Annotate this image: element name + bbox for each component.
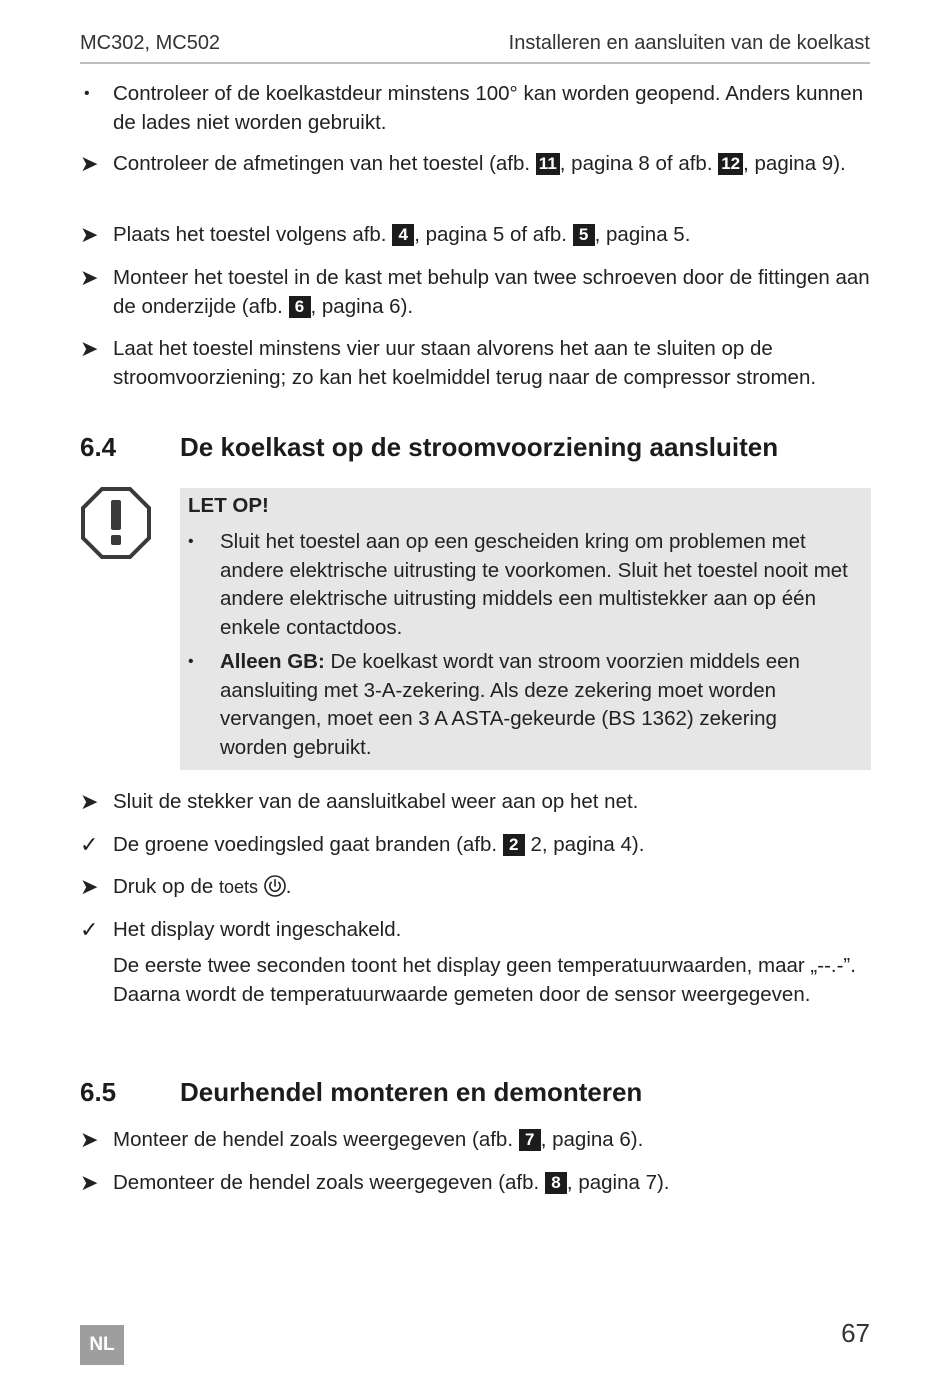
section-heading <box>80 432 778 463</box>
text-part: , pagina 5. <box>594 223 691 246</box>
list-item-text: Sluit de stekker van de aansluitkabel weer aan op het net. <box>113 790 639 813</box>
list-item-text <box>113 873 870 902</box>
header-model: MC302, MC502 <box>80 32 221 54</box>
arrow-marker: ➤ <box>80 336 99 361</box>
power-button-icon <box>264 875 286 897</box>
text-part: Monteer het toestel in de kast met behulp van twee schroeven door de fittingen aan de onderzijde (afb. <box>113 266 870 318</box>
text-part: 2, pagina 4). <box>524 833 645 856</box>
arrow-marker: ➤ <box>80 1170 99 1195</box>
list-item-text <box>113 1169 870 1198</box>
list-item <box>80 831 870 860</box>
warning-bullet <box>188 528 848 642</box>
figure-ref: 5 <box>573 224 595 246</box>
text-part: , pagina 5 of afb. <box>414 223 573 246</box>
warning-bullet-text <box>220 648 848 762</box>
arrow-marker: ➤ <box>80 151 99 176</box>
list-item <box>80 80 870 137</box>
text-part: De koelkast wordt van stroom voorzien middels een aansluiting met 3-A-zekering. Als deze zekering moet worden vervangen, moet een 3 A ASTA-gekeurde (BS 1362) zekering worden gebruikt. <box>220 650 800 759</box>
list-item <box>80 1126 870 1155</box>
text-part: , pagina 6). <box>310 294 414 318</box>
list-item <box>80 873 870 902</box>
arrow-marker: ➤ <box>80 265 99 290</box>
arrow-marker: ➤ <box>80 222 99 247</box>
section-heading <box>80 1077 642 1108</box>
text-part: Druk op de <box>113 875 219 898</box>
header-chapter: Installeren en aansluiten van de koelkast <box>508 32 870 54</box>
check-marker: ✓ <box>80 917 99 942</box>
text-part: , pagina 9). <box>743 152 846 175</box>
text-part: , pagina 6). <box>540 1128 644 1151</box>
list-item <box>80 1169 870 1198</box>
arrow-marker: ➤ <box>80 789 99 814</box>
text-part: Controleer de afmetingen van het toestel (afb. <box>113 152 536 175</box>
text-part: , pagina 8 of afb. <box>559 152 719 175</box>
emphasis: Alleen GB: <box>220 650 325 673</box>
bullet-marker: • <box>188 533 194 550</box>
section-number: 6.4 <box>80 432 117 462</box>
list-item <box>80 788 870 817</box>
text-part: Monteer de hendel zoals weergegeven (afb. <box>113 1128 519 1151</box>
list-item <box>80 150 870 179</box>
warning-bullet-text: Sluit het toestel aan op een gescheiden kring om problemen met andere elektrische uitrusting te voorkomen. Sluit het toestel nooit met andere elektrische uitrusting middels een multistekker aan op één enkele contactdoos. <box>220 530 848 639</box>
warning-box <box>180 488 871 770</box>
note-text: De eerste twee seconden toont het display geen temperatuurwaarden, maar „--.-”. Daarna wordt de temperatuurwaarde gemeten door de sensor weergegeven. <box>113 954 856 1006</box>
figure-ref: 6 <box>289 296 311 318</box>
text-part: toets <box>218 877 259 897</box>
section-title: Deurhendel monteren en demonteren <box>180 1077 643 1107</box>
list-item-text <box>113 264 870 321</box>
text-part: . <box>285 875 292 898</box>
list-item-text <box>113 1126 870 1155</box>
note-paragraph <box>80 952 870 1009</box>
text-part: , pagina 7). <box>566 1171 670 1194</box>
arrow-marker: ➤ <box>80 1127 99 1152</box>
figure-ref: 2 <box>503 834 525 856</box>
figure-ref: 7 <box>519 1129 541 1151</box>
list-item <box>80 264 870 321</box>
list-item-text <box>113 221 870 250</box>
section-number: 6.5 <box>80 1077 117 1107</box>
list-item-text: Laat het toestel minstens vier uur staan alvorens het aan te sluiten op de stroomvoorziening; zo kan het koelmiddel terug naar de compressor stromen. <box>113 337 817 389</box>
list-item-text: Het display wordt ingeschakeld. <box>113 918 402 941</box>
page-number: 67 <box>841 1318 870 1348</box>
list-item <box>80 335 870 392</box>
figure-ref: 12 <box>718 153 743 175</box>
figure-ref: 11 <box>536 153 560 175</box>
figure-ref: 4 <box>392 224 414 246</box>
figure-ref: 8 <box>545 1172 567 1194</box>
text-part: De groene voedingsled gaat branden (afb. <box>113 833 503 856</box>
text-part: Plaats het toestel volgens afb. <box>113 223 393 246</box>
list-item-text: Controleer of de koelkastdeur minstens 100° kan worden geopend. Anders kunnen de lades niet worden gebruikt. <box>113 82 864 134</box>
warning-bullet <box>188 648 848 762</box>
arrow-marker: ➤ <box>80 874 99 899</box>
list-item <box>80 221 870 250</box>
octagon-exclamation-icon <box>80 486 152 560</box>
list-item <box>80 916 870 945</box>
warning-title: LET OP! <box>188 494 269 517</box>
bullet-marker: • <box>84 85 90 102</box>
bullet-marker: • <box>188 653 194 670</box>
page-header <box>80 30 870 64</box>
section-title: De koelkast op de stroomvoorziening aansluiten <box>180 432 779 462</box>
list-item-text <box>113 150 870 179</box>
list-item-text <box>113 831 870 860</box>
check-marker: ✓ <box>80 832 99 857</box>
text-part: Demonteer de hendel zoals weergegeven (afb. <box>113 1171 545 1194</box>
language-tag: NL <box>80 1325 124 1365</box>
